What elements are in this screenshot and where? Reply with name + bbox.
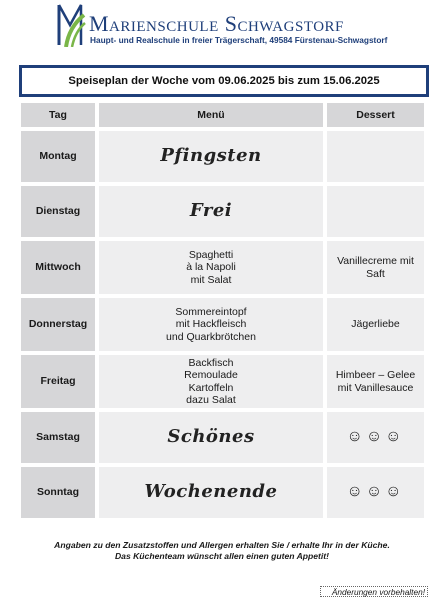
dessert-text (346, 428, 405, 446)
smiley-icon: ☺☺☺ (346, 483, 405, 501)
menu-cell (99, 467, 323, 518)
menu-cell (99, 298, 323, 351)
menu-text (160, 145, 262, 167)
smiley-icon: ☺☺☺ (346, 428, 405, 446)
menu-week-banner: Speiseplan der Woche vom 09.06.2025 bis zum 15.06.2025 (19, 65, 429, 97)
table-row (21, 298, 424, 351)
menu-line: Kartoffeln (188, 381, 234, 394)
table-row (21, 412, 424, 463)
table-row (21, 355, 424, 408)
school-subtitle: Haupt- und Realschule in freier Trägerschaft, 49584 Fürstenau-Schwagstorf (90, 35, 388, 45)
table-row (21, 186, 424, 237)
dessert-line: Vanillecreme mit Saft (337, 255, 414, 280)
menu-line: dazu Salat (186, 394, 236, 406)
dessert-text (336, 369, 415, 394)
dessert-cell (327, 186, 424, 237)
menu-line: Remoulade (184, 369, 238, 381)
dessert-text (351, 318, 399, 331)
menu-text (186, 249, 236, 287)
dessert-line: Jägerliebe (351, 318, 400, 331)
school-name: Marienschule Schwagstorf (89, 11, 344, 36)
table-row (21, 131, 424, 182)
table-header-row (21, 103, 424, 127)
menu-line: à la Napoli (186, 261, 236, 274)
menu-cell (99, 412, 323, 463)
column-header-dessert: Dessert (327, 103, 424, 127)
note-line: Angaben zu den Zusatzstoffen und Allergen erhalten Sie / erhalte Ihr in der Küche. (54, 540, 390, 550)
dessert-cell (327, 298, 424, 351)
dessert-line: Himbeer – Gelee (335, 369, 416, 381)
dessert-cell (327, 241, 424, 294)
school-header (56, 3, 436, 47)
dessert-cell (327, 131, 424, 182)
dessert-line: mit Vanillesauce (337, 381, 414, 394)
dessert-text (346, 483, 405, 501)
menu-text (189, 200, 233, 222)
dessert-cell (327, 467, 424, 518)
column-header-day: Tag (21, 103, 95, 127)
dessert-cell (327, 355, 424, 408)
day-cell: Sonntag (21, 467, 95, 518)
menu-cell (99, 355, 323, 408)
school-logo-icon (56, 3, 86, 47)
note-line: Das Küchenteam wünscht allen einen guten Appetit! (114, 551, 330, 561)
menu-line: und Quarkbrötchen (166, 330, 256, 343)
changes-reserved-note: Änderungen vorbehalten! (320, 586, 428, 597)
day-cell: Freitag (21, 355, 95, 408)
menu-line: Wochenende (144, 481, 278, 503)
menu-text (184, 357, 238, 407)
menu-cell (99, 241, 323, 294)
day-cell: Dienstag (21, 186, 95, 237)
dessert-text (327, 255, 424, 280)
menu-cell (99, 186, 323, 237)
table-row (21, 241, 424, 294)
menu-text (144, 481, 278, 503)
menu-cell (99, 131, 323, 182)
menu-line: Spaghetti (188, 248, 234, 261)
menu-line: Sommereintopf (175, 305, 247, 318)
day-cell: Samstag (21, 412, 95, 463)
day-cell: Montag (21, 131, 95, 182)
menu-text (167, 426, 255, 448)
menu-table (21, 103, 424, 522)
menu-line: Backfisch (188, 356, 234, 369)
menu-line: Frei (189, 200, 233, 222)
table-row (21, 467, 424, 518)
column-header-menu: Menü (99, 103, 323, 127)
menu-line: mit Hackfleisch (175, 318, 247, 331)
day-cell: Mittwoch (21, 241, 95, 294)
menu-text (166, 306, 256, 344)
day-cell: Donnerstag (21, 298, 95, 351)
dessert-cell (327, 412, 424, 463)
menu-line: Pfingsten (160, 145, 262, 167)
menu-line: mit Salat (190, 273, 232, 286)
allergen-note (20, 540, 424, 562)
menu-line: Schönes (167, 426, 255, 448)
